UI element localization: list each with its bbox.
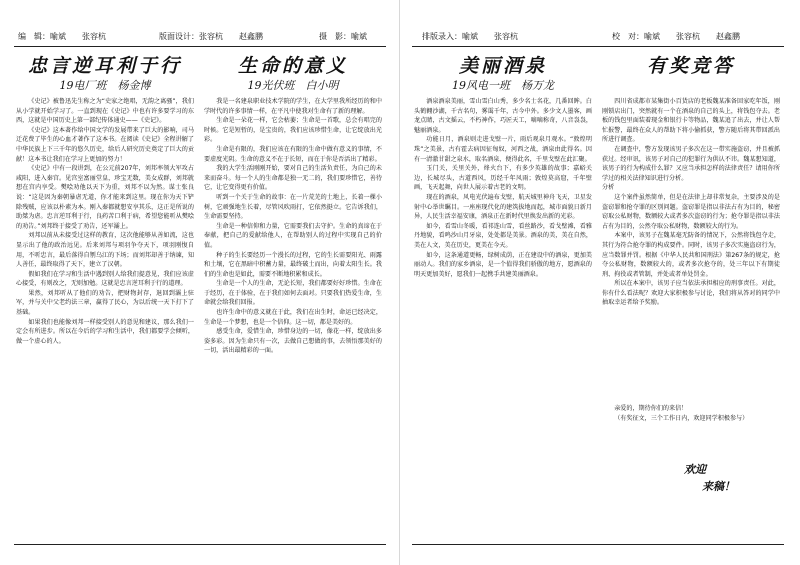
paragraph: 所以在本案中，该男子应当依法承担相应的刑事责任。对此，你有什么看法呢？欢迎大家积极参与讨论，我们将从答对的同学中抽取幸运者给予奖励。 [602, 280, 780, 307]
welcome-line-1: 欢迎 [684, 463, 706, 476]
paragraph: 《史记》中有一段讲到，在公元前207年，刘邦率领大军攻占咸阳，进入秦宫。见宫室富丽堂皇，珍宝无数，美女成群，刘邦就想在宫内享受。樊哙劝他以天下为重，刘邦不以为然。谋士张良说：“这是因为秦朝暴虐无道，你才能来到这里。现在你为天下铲除残贼，应该以朴素为本。刚入秦都就想安享其乐，这正是所说的助桀为虐。忠言逆耳利于行，良药苦口利于病，希望您能听从樊哙的劝告。”刘邦终于接受了劝告，还军灞上。 [16, 165, 194, 230]
paragraph: 这个案件虽然简单，但是在法律上却非常复杂，主要涉及的是盗窃罪和抢夺罪的区别问题。盗窃罪是指以非法占有为目的，秘密窃取公私财物，数额较大或者多次盗窃的行为；抢夺罪是指以非法占有为目的，公然夺取公私财物，数额较大的行为。 [602, 193, 780, 230]
article-title: 忠言逆耳利于行 [27, 55, 182, 77]
paragraph: 假如我们在学习和生活中遇到别人给我们提意见，我们应该虚心接受，有则改之，无则加勉。这就是忠言逆耳利于行的道理。 [16, 270, 194, 288]
paragraph: 我的大学生活刚刚开始，要对自己的生活负责任，为自己的未来而奋斗。每一个人的生命都是独一无二的，我们要珍惜它，善待它，让它变得更有价值。 [204, 165, 382, 192]
paragraph: 听到一个关于生命的故事：在一片荒芜的土地上，长着一棵小树，它顽强地生长着，尽管风吹雨打，它依然挺立。它告诉我们，生命需要坚持。 [204, 193, 382, 221]
paragraph: 《史记》被鲁迅先生称之为“史家之绝唱，无韵之离骚”，我们从小学就开始学习了。一直到现在《史记》中也有许多要学习的东西，这就是中国历史上第一部纪传体通史——《史记》。 [16, 98, 194, 125]
article-prize-quiz [602, 52, 780, 540]
article-title: 生命的意义 [237, 55, 348, 77]
header-photography: 摄 影：喻斌 [319, 32, 367, 41]
paragraph: 刘邦以前从未接受过这样的教育，这次他能够从善如流，这也显示出了他的政治远见。后来刘邦与项羽争夺天下，项羽刚愎自用，不听忠言，最后落得自刎乌江的下场；而刘邦却善于纳谏，知人善任，最终取得了天下，建立了汉朝。 [16, 232, 194, 269]
right-page-header [412, 30, 784, 44]
article-body [204, 97, 382, 356]
left-page-header [14, 30, 386, 44]
header-proofreading: 校 对：喻斌 张容杭 赵鑫鹏 [612, 32, 740, 41]
paragraph: 感受生命，爱惜生命，珍惜身边的一切，像花一样，绽放出多姿多彩。因为生命只有一次，去做自己想做的事，去领悟那美好的一切，活出最精彩的一面。 [204, 328, 382, 355]
paragraph: 酒泉酒泉美丽，雪山雪白山秀，多少名士名花，几番回眸。白头鹤翱沙湖，千古名句，雾霭千年，古今中外。多少文人墨客，画龙点睛，古文摇云，不朽神作，巧匠天工，嘀嘀称奇，八音袅袅，魅丽酒泉。 [414, 98, 592, 134]
paragraph: 也许生命中的意义就在于此，我们在出生时，命运已经决定，生命是一个梦想，也是一个信仰。这一切，都是美好的。 [204, 309, 382, 326]
paragraph: 生命是一朵花一样，它会枯萎；生命是一首歌，总会有唱完的时候。它是短暂的，是宝贵的，我们应该珍惜生命，让它绽放出光彩。 [204, 117, 382, 144]
article-body [602, 97, 780, 369]
footer-rule [14, 544, 386, 545]
header-typesetting: 排版录入：喻斌 张容杭 [422, 32, 518, 41]
note-line: 亲爱的，期待你们的来信！ [614, 405, 688, 412]
page-divider [399, 0, 400, 565]
paragraph: 生命是一种信仰和力量，它需要我们去守护。生命的真谛在于奉献，把自己的爱献给他人，在帮助别人的过程中实现自己的价值。 [204, 222, 382, 249]
header-rule [14, 46, 386, 47]
paragraph: 本案中，该男子在魏某毫无防备的情况下，公然将钱包夺走，其行为符合抢夺罪的构成要件。同时，该男子多次实施盗窃行为，应当数罪并罚。根据《中华人民共和国刑法》第267条的规定，抢夺公私财物，数额较大的，或者多次抢夺的，处三年以下有期徒刑、拘役或者管制，并处或者单处罚金。 [602, 232, 780, 278]
article-title: 有奖竞答 [646, 55, 735, 77]
paragraph: 现在的酒泉，风电光伏遍布戈壁，航天城里神舟飞天，卫星发射中心举世瞩目。一座座现代化的建筑拔地而起，城市面貌日新月异，人民生活幸福安康，酒泉正在新时代里焕发出新的光彩。 [414, 193, 592, 221]
call-for-submissions [602, 404, 780, 423]
paragraph: 玉门关，关里关外，烽火台下，有多少英雄的故事；嘉峪关边，长城尽头，古道西风，历经千年风雨；敦煌莫高窟，千年壁画，飞天起舞，向世人展示着古老的文明。 [414, 165, 592, 192]
section-heading: 分析 [602, 184, 615, 192]
welcome-line-2: 来稿！ [702, 480, 735, 493]
article-meaning-of-life [204, 52, 382, 540]
paragraph: 在调查中，警方发现该男子多次在这一带实施盗窃，并且被抓获过。经审讯，该男子对自己的犯罪行为供认不讳。魏某想知道，该男子的行为构成什么罪？又应当承担怎样的法律责任？请用你所学过的相关法律知识进行分析。 [602, 145, 780, 182]
paragraph: 《史记》这本著作给中国文学的发展带来了巨大的影响，司马迁花费了毕生的心血才著作了这本书。在阅读《史记》全程讲解了中华民族上下三千年的悠久历史，给后人研究历史奠定了巨大的贡献！这本书让我们在学习上更加的努力！ [16, 126, 194, 163]
paragraph: 功能日月，酒泉则走进戈壁一片，雨后观泉月观水。“敦煌明珠”之美景，古有霍去病因征匈奴，河西之战，酒泉由此得名。因有一清澈甘甜之泉水，取名酒泉，便得此名，千里戈壁在此汇聚。 [414, 136, 592, 163]
note-line: （有奖征文，三个工作日内，欢迎同学积极参与） [614, 414, 749, 422]
header-rule [412, 46, 784, 47]
paragraph: 如果我们也能像刘邦一样接受别人的意见和建议，那么我们一定会有所进步。所以在今后的学习和生活中，我们都要学会倾听，做一个虚心的人。 [16, 318, 194, 345]
paragraph: 果然，刘邦听从了他们的劝告，把财物封存，退回到灞上驻军，并与关中父老约法三章，赢得了民心，为以后统一天下打下了基础。 [16, 289, 194, 317]
header-layout-design: 版面设计：张容杭 赵鑫鹏 [159, 32, 263, 41]
footer-rule [412, 544, 784, 545]
paragraph: 如今，看雪山冬暖，看祁连山雪，看丝路沙，看戈壁滩，看雅丹地貌，看鸣沙山月牙泉，处处都是美景。酒泉的美，美在自然，美在人文，美在历史，更美在今天。 [414, 222, 592, 249]
paragraph: 如今，这条通道更畅，绿树成荫，正在建设中的酒泉，更加美丽动人。我们的家乡酒泉，是一个值得我们骄傲的地方，愿酒泉的明天更加美好，愿我们一起携手共建美丽酒泉。 [414, 251, 592, 278]
article-body [414, 97, 592, 279]
article-byline: 19光伏班 白小明 [247, 79, 339, 92]
header-editors: 编 辑：喻斌 张容杭 [18, 32, 106, 41]
article-byline: 19电厂班 杨金博 [59, 79, 151, 92]
paragraph: 我是一名建泉职业技术学院的学生，在大学里我所经历的和中学时代的许多事情一样，在平凡中使我对生命有了新的理解。 [204, 98, 382, 115]
right-page [412, 0, 784, 565]
left-page [14, 0, 386, 565]
article-loyal-advice [16, 52, 194, 540]
article-byline: 19风电一班 杨万龙 [452, 79, 554, 92]
paragraph: 种子的生长要经历一个漫长的过程，它的生长需要阳光、雨露和土壤，它在黑暗中积蓄力量，最终破土而出，向着太阳生长。我们的生命也是如此，需要不断地积累和成长。 [204, 251, 382, 278]
article-title: 美丽酒泉 [458, 55, 547, 77]
paragraph: 四川省成都市某集街小百货店的老板魏某准备回家吃年饭，刚刚锁店出门，突然就有一个在酒泉的自己的头上，将钱包夺去。老板的钱包里面装着现金和银行卡等物品，魏某追了出去，并让人帮忙报警，最终在众人的帮助下将小偷抓获，警方随后将其带回派出所进行调查。 [602, 98, 780, 144]
article-body [16, 97, 194, 346]
paragraph: 生命是一个人的生命，无论长短，我们都要好好珍惜。生命在于经历，在于体验，在于我们如何去面对。只要我们热爱生命，生命就会给我们回报。 [204, 280, 382, 307]
article-beautiful-jiuquan [414, 52, 592, 540]
paragraph: 生命是有限的，我们应该在有限的生命中做有意义的事情，不要虚度光阴。生命的意义不在于长短，而在于你是否活出了精彩。 [204, 145, 382, 163]
